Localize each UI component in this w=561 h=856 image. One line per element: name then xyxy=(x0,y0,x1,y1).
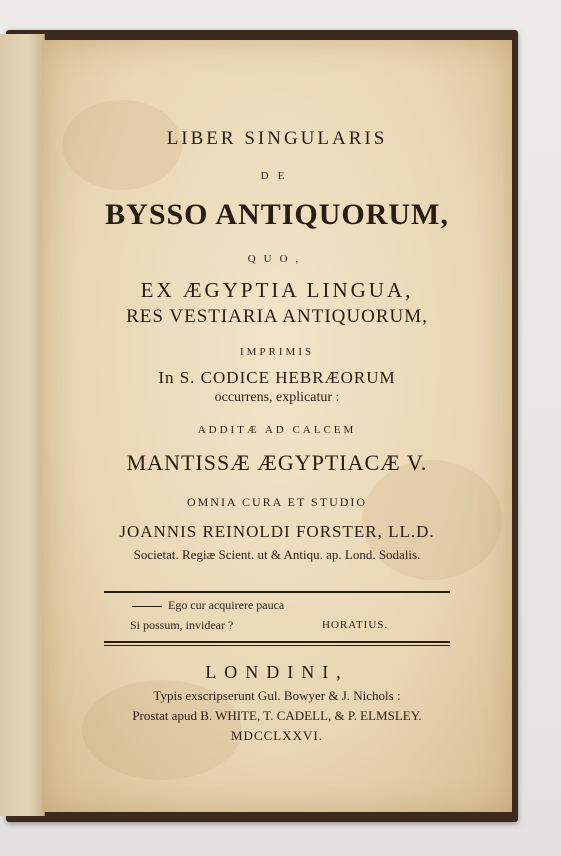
epigraph-line-1 xyxy=(132,598,432,613)
title-line-omnia: OMNIA CURA ET STUDIO xyxy=(186,495,368,509)
divider-bottom-thin xyxy=(104,645,450,646)
main-title: BYSSO ANTIQUORUM, xyxy=(105,198,449,231)
author-name: JOANNIS REINOLDI FORSTER, LL.D. xyxy=(119,522,435,541)
imprint-place: LONDINI, xyxy=(205,662,349,682)
title-line-de: DE xyxy=(260,170,294,182)
divider-bottom xyxy=(104,641,450,643)
title-line-quo: QUO, xyxy=(247,253,307,265)
epigraph-line-2: Si possum, invidear ? xyxy=(130,618,234,632)
title-line-imprimis: IMPRIMIS xyxy=(239,346,315,358)
author-affiliation: Societat. Regiæ Scient. ut & Antiqu. ap. Lond. Sodalis. xyxy=(133,547,421,562)
imprint-sellers: Prostat apud B. WHITE, T. CADELL, & P. ELMSLEY. xyxy=(132,708,422,723)
epigraph-author: HORATIUS. xyxy=(322,619,389,631)
epigraph-dash xyxy=(132,606,162,607)
title-line-occurrens: occurrens, explicatur : xyxy=(214,390,340,405)
title-page xyxy=(42,40,512,812)
title-page-text xyxy=(42,40,512,812)
epigraph-text-1: Ego cur acquirere pauca xyxy=(168,598,285,612)
divider-top xyxy=(104,591,450,593)
title-line-res: RES VESTIARIA ANTIQUORUM, xyxy=(126,306,428,327)
left-page-edge xyxy=(0,34,45,816)
title-line-additae: ADDITÆ AD CALCEM xyxy=(197,424,357,436)
title-line-mantissae: MANTISSÆ ÆGYPTIACÆ V. xyxy=(126,450,428,475)
imprint-printers: Typis exscripserunt Gul. Bowyer & J. Nichols : xyxy=(153,688,401,703)
title-line-liber: LIBER SINGULARIS xyxy=(166,128,388,149)
title-line-codice: In S. CODICE HEBRÆORUM xyxy=(158,368,396,387)
imprint-date: MDCCLXXVI. xyxy=(231,728,323,743)
title-line-ex: EX ÆGYPTIA LINGUA, xyxy=(140,278,414,302)
